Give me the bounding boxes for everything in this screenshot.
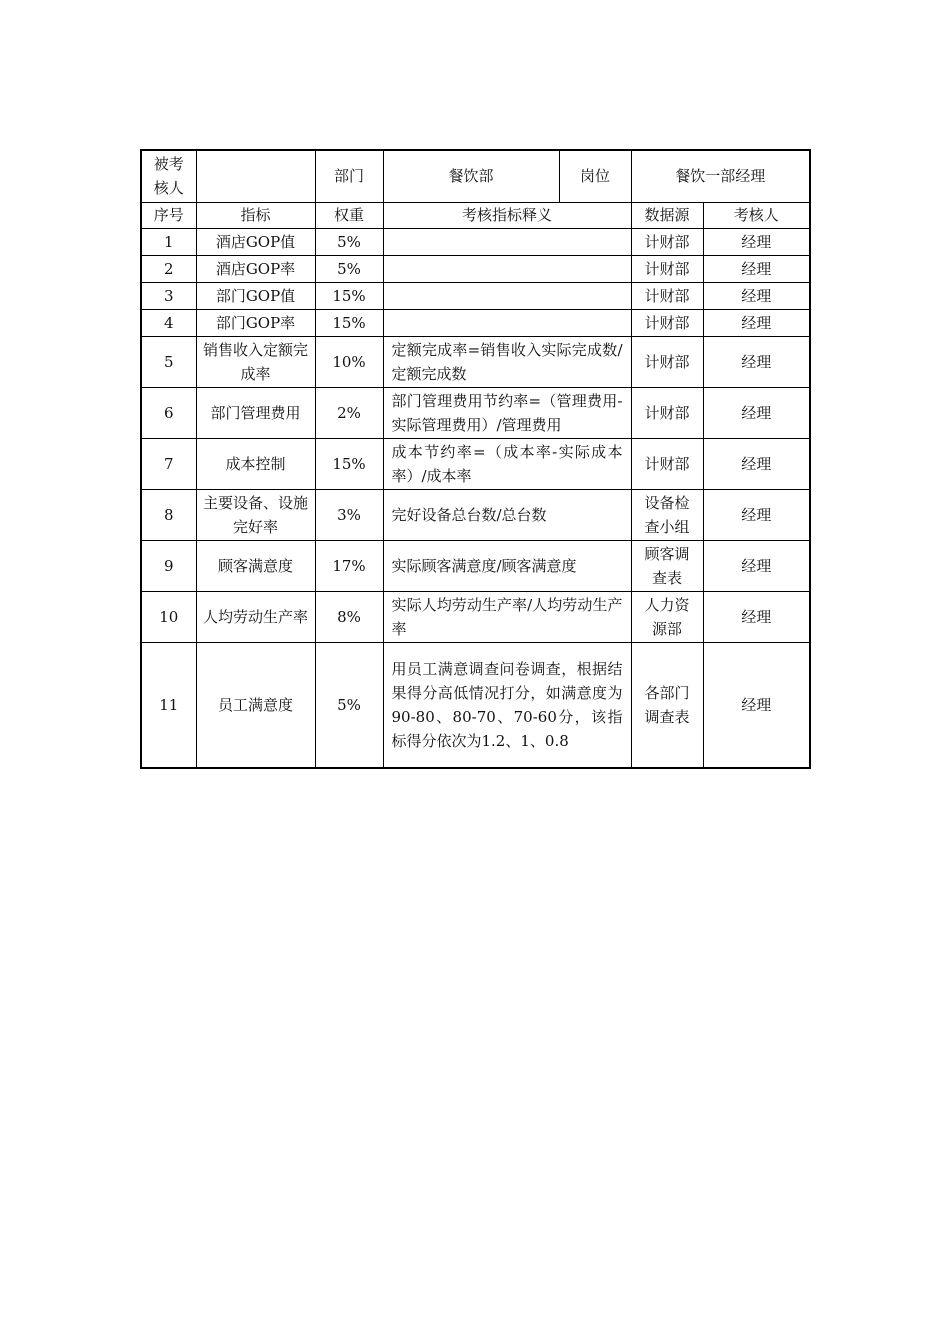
row-indicator: 主要设备、设施完好率 [196,489,315,540]
row-source: 计财部 [631,228,703,255]
row-assessor: 经理 [703,309,810,336]
row-source: 计财部 [631,282,703,309]
row-weight: 5% [315,228,383,255]
row-indicator: 人均劳动生产率 [196,591,315,642]
table-row [141,336,810,387]
kpi-table [140,149,811,769]
row-indicator: 部门管理费用 [196,387,315,438]
table-row [141,489,810,540]
row-weight: 3% [315,489,383,540]
row-explanation: 实际顾客满意度/顾客满意度 [383,540,631,591]
row-weight: 17% [315,540,383,591]
row-indicator: 员工满意度 [196,642,315,768]
row-seq: 5 [141,336,196,387]
table-row [141,387,810,438]
row-source: 计财部 [631,387,703,438]
row-explanation: 实际人均劳动生产率/人均劳动生产率 [383,591,631,642]
col-indicator: 指标 [196,202,315,228]
table-row [141,309,810,336]
row-weight: 15% [315,438,383,489]
row-weight: 8% [315,591,383,642]
row-seq: 7 [141,438,196,489]
row-assessor: 经理 [703,282,810,309]
row-seq: 3 [141,282,196,309]
row-seq: 1 [141,228,196,255]
col-assessor: 考核人 [703,202,810,228]
table-row [141,540,810,591]
post-value: 餐饮一部经理 [631,150,810,202]
row-assessor: 经理 [703,228,810,255]
row-indicator: 酒店GOP率 [196,255,315,282]
row-assessor: 经理 [703,255,810,282]
row-seq: 2 [141,255,196,282]
row-indicator: 部门GOP率 [196,309,315,336]
row-seq: 6 [141,387,196,438]
row-seq: 11 [141,642,196,768]
row-source: 计财部 [631,255,703,282]
row-source: 计财部 [631,309,703,336]
row-seq: 10 [141,591,196,642]
dept-label: 部门 [315,150,383,202]
dept-value: 餐饮部 [383,150,559,202]
row-indicator: 顾客满意度 [196,540,315,591]
table-row [141,642,810,768]
table-row [141,255,810,282]
assessee-label: 被考核人 [141,150,196,202]
row-weight: 10% [315,336,383,387]
row-weight: 2% [315,387,383,438]
row-assessor: 经理 [703,642,810,768]
table-row [141,228,810,255]
row-seq: 8 [141,489,196,540]
col-explanation: 考核指标释义 [383,202,631,228]
header-row [141,150,810,202]
row-source: 计财部 [631,336,703,387]
row-seq: 4 [141,309,196,336]
row-explanation: 用员工满意调查问卷调查，根据结果得分高低情况打分，如满意度为90-80、80-70、70-60分，该指标得分依次为1.2、1、0.8 [383,642,631,768]
row-explanation: 定额完成率=销售收入实际完成数/定额完成数 [383,336,631,387]
row-assessor: 经理 [703,438,810,489]
col-source: 数据源 [631,202,703,228]
row-source: 各部门调查表 [631,642,703,768]
col-weight: 权重 [315,202,383,228]
row-explanation [383,309,631,336]
row-weight: 15% [315,309,383,336]
row-explanation [383,255,631,282]
row-weight: 5% [315,255,383,282]
row-source: 计财部 [631,438,703,489]
row-indicator: 成本控制 [196,438,315,489]
row-assessor: 经理 [703,591,810,642]
row-indicator: 酒店GOP值 [196,228,315,255]
row-assessor: 经理 [703,540,810,591]
col-seq: 序号 [141,202,196,228]
row-source: 人力资源部 [631,591,703,642]
table-row [141,591,810,642]
row-weight: 15% [315,282,383,309]
row-indicator: 销售收入定额完成率 [196,336,315,387]
post-label: 岗位 [559,150,631,202]
row-source: 顾客调查表 [631,540,703,591]
row-assessor: 经理 [703,336,810,387]
row-weight: 5% [315,642,383,768]
row-source: 设备检查小组 [631,489,703,540]
row-seq: 9 [141,540,196,591]
column-header-row [141,202,810,228]
row-explanation: 部门管理费用节约率=（管理费用-实际管理费用）/管理费用 [383,387,631,438]
row-assessor: 经理 [703,387,810,438]
row-explanation: 完好设备总台数/总台数 [383,489,631,540]
row-explanation [383,228,631,255]
assessee-value [196,150,315,202]
table-row [141,438,810,489]
row-indicator: 部门GOP值 [196,282,315,309]
row-explanation: 成本节约率=（成本率-实际成本率）/成本率 [383,438,631,489]
table-row [141,282,810,309]
row-explanation [383,282,631,309]
row-assessor: 经理 [703,489,810,540]
